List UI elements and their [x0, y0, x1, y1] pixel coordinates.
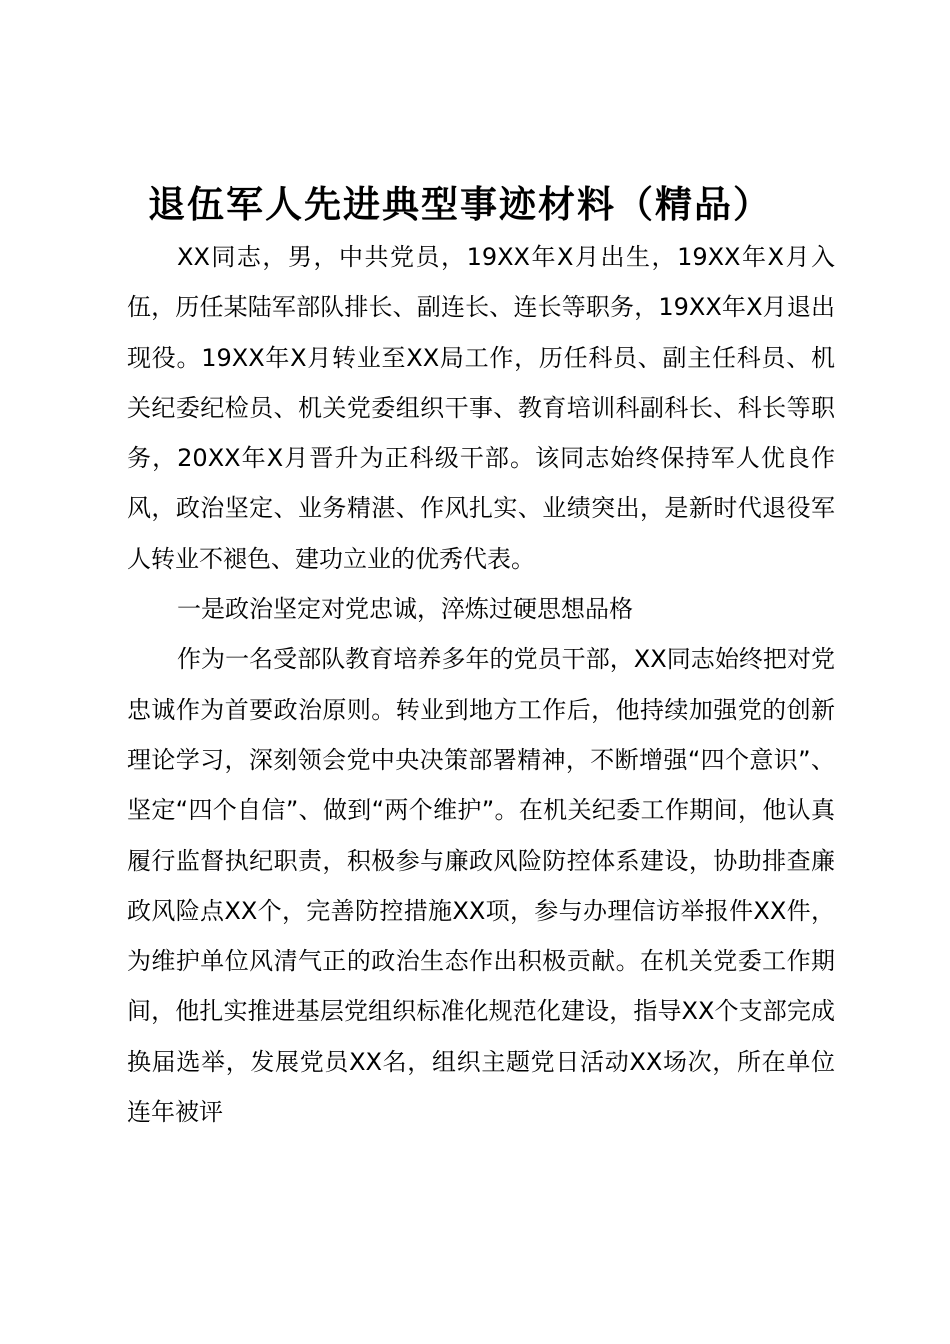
- document-body: [127, 232, 835, 1137]
- section-heading-1: 一是政治坚定对党忠诚，淬炼过硬思想品格: [177, 595, 633, 624]
- paragraph-intro: XX同志，男，中共党员，19XX年X月出生，19XX年X月入伍，历任某陆军部队排长、副连长、连长等职务，19XX年X月退出现役。19XX年X月转业至XX局工作，历任科员、副主任科员、机关纪委纪检员、机关党委组织干事、教育培训科副科长、科长等职务，20XX年X月晋升为正科级干部。该同志始终保持军人优良作风，政治坚定、业务精湛、作风扎实、业绩突出，是新时代退役军人转业不褪色、建功立业的优秀代表。: [127, 243, 835, 573]
- document-title: 退伍军人先进典型事迹材料（精品）: [148, 182, 772, 226]
- paragraph-section-1: 作为一名受部队教育培养多年的党员干部，XX同志始终把对党忠诚作为首要政治原则。转业到地方工作后，他持续加强党的创新理论学习，深刻领会党中央决策部署精神，不断增强“四个意识”、坚定“四个自信”、做到“两个维护”。在机关纪委工作期间，他认真履行监督执纪职责，积极参与廉政风险防控体系建设，协助排查廉政风险点XX个，完善防控措施XX项，参与办理信访举报件XX件，为维护单位风清气正的政治生态作出积极贡献。在机关党委工作期间，他扎实推进基层党组织标准化规范化建设，指导XX个支部完成换届选举，发展党员XX名，组织主题党日活动XX场次，所在单位连年被评: [127, 645, 835, 1127]
